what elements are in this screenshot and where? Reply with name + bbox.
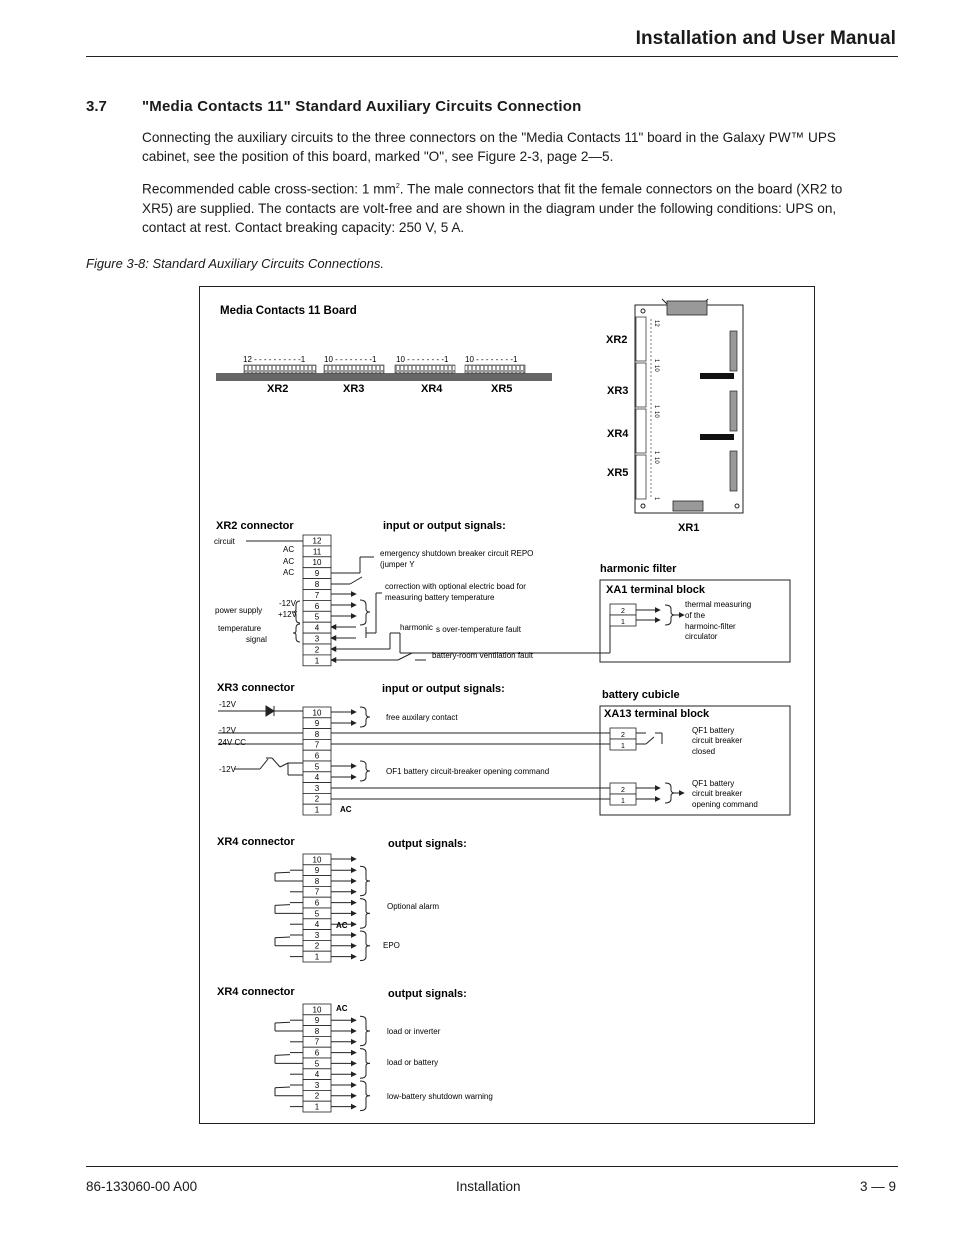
- xr4b-pin-number: 1: [314, 1102, 320, 1112]
- xr2-pin-number: 12: [312, 536, 322, 546]
- xa1-desc-1: thermal measuring: [685, 600, 752, 609]
- xr2-signal-repo2: (jumper Y: [380, 560, 415, 569]
- xr4b-signal-inv: load or inverter: [387, 1027, 441, 1036]
- xr4a-wire: [275, 937, 290, 938]
- xr4b-title: XR4 connector: [217, 986, 295, 998]
- xr4a-pin-number: 6: [314, 898, 320, 908]
- xr3-pin-number: 6: [314, 751, 320, 761]
- xr4b-wire: [275, 1022, 290, 1023]
- xa13-desc2-1: QF1 battery: [692, 779, 735, 788]
- board-range-xr4: 10 - - - - - - - -1: [396, 355, 449, 364]
- xr4b-pin-number: 5: [314, 1059, 320, 1069]
- board-label-xr3: XR3: [343, 383, 365, 395]
- xr3-pin-number: 7: [314, 740, 320, 750]
- intro-paragraph: Connecting the auxiliary circuits to the three connectors on the "Media Contacts 11" board in the Galaxy PW™ UPS cabinet, see the position of this board, marked "O", see Figure 2-3, page 2—5.: [142, 130, 836, 164]
- xa1-desc-4: circulator: [685, 632, 718, 641]
- xr4b-signal-low: low-battery shutdown warning: [387, 1092, 493, 1101]
- xr2-label-circuit: circuit: [214, 537, 235, 546]
- xa1-pin-1: 1: [621, 619, 625, 626]
- xr2-label-power: power supply: [215, 606, 263, 615]
- xr4a-pin-number: 10: [312, 855, 322, 865]
- xr4a-pin-number: 9: [314, 866, 320, 876]
- board-label-xr2: XR2: [267, 383, 289, 395]
- xr4b-pin-number: 2: [314, 1091, 320, 1101]
- xr4b-pin-number: 3: [314, 1080, 320, 1090]
- xr2-signals-title: input or output signals:: [383, 520, 506, 532]
- xr4a-signals-title: output signals:: [388, 838, 467, 850]
- side-pin-xr4-10: 10: [653, 411, 659, 418]
- xr4a-signal-alarm: Optional alarm: [387, 902, 440, 911]
- xr3-label-cc: 24V CC: [218, 738, 247, 747]
- board-strip: [216, 365, 552, 381]
- xr2-signal-corr1: correction with optional electric boad for: [385, 582, 526, 591]
- board-side-view: [635, 299, 743, 513]
- xr4b-pin-number: 10: [312, 1005, 322, 1015]
- xr3-signal-of1: OF1 battery circuit-breaker opening command: [386, 767, 550, 776]
- xr3-pin-number: 9: [314, 719, 320, 729]
- side-label-xr4: XR4: [607, 428, 629, 440]
- xr4b-terminal-block: [303, 1004, 331, 1112]
- xr4a-wire: [275, 905, 290, 906]
- cable-paragraph: Recommended cable cross-section: 1 $mm^2$. The male connectors that fit the female connectors on the board (XR2 to XR5) are supplied. The contacts are volt-free and are shown in the diagram under the following conditions: UPS on, contact at rest. Contact breaking capacity: 250 V, 5 A.: [142, 181, 843, 235]
- xr4a-pin-number: 2: [314, 941, 320, 951]
- xr4a-signal-epo: EPO: [383, 941, 400, 950]
- side-pin-xr4-1: 1: [653, 451, 659, 455]
- xr4a-wire: [360, 931, 370, 961]
- xa13-desc1-3: closed: [692, 747, 716, 756]
- xr4a-pin-number: 8: [314, 876, 320, 886]
- xr2-label-p12: +12V: [278, 610, 297, 619]
- xr2-pin-number: 6: [314, 601, 320, 611]
- xr2-pin-number: 3: [314, 634, 320, 644]
- board-range-xr5: 10 - - - - - - - -1: [465, 355, 518, 364]
- xr4b-signal-bat: load or battery: [387, 1058, 439, 1067]
- xr2-label-ac1: AC: [283, 545, 295, 554]
- xr4a-wire: [360, 899, 370, 929]
- xr2-pin-number: 1: [314, 656, 320, 666]
- footer-doc-number: 86-133060-00 A00: [86, 1179, 198, 1194]
- xr4b-pin-number: 6: [314, 1048, 320, 1058]
- figure-frame: [199, 286, 815, 1124]
- xr4b-wire: [275, 1055, 290, 1056]
- xr4a-wire: [360, 866, 370, 896]
- xr3-title: XR3 connector: [217, 682, 295, 694]
- xr3-pin-number: 3: [314, 783, 320, 793]
- xr4b-ac: AC: [336, 1004, 348, 1013]
- xr2-label-temp1: temperature: [218, 624, 262, 633]
- side-pin-xr2-1: 1: [653, 359, 659, 363]
- xr4a-pin-number: 5: [314, 909, 320, 919]
- board-label-xr5: XR5: [491, 383, 513, 395]
- xr2-signal-harm-a: harmonic: [400, 623, 433, 632]
- xr2-signal-corr2: measuring battery temperature: [385, 593, 495, 602]
- side-pin-xr3-1: 1: [653, 405, 659, 409]
- xr2-pin-number: 10: [312, 558, 322, 568]
- xr2-signal-harm-b: s over-temperature fault: [436, 625, 521, 634]
- side-label-xr5: XR5: [607, 467, 629, 479]
- xr4b-wire: [360, 1081, 370, 1111]
- xr3-label-m12b: -12V: [219, 726, 236, 735]
- xr4b-pin-number: 4: [314, 1070, 320, 1080]
- xr3-signals-title: input or output signals:: [382, 683, 505, 695]
- xr4b-pin-number: 9: [314, 1016, 320, 1026]
- xr4b-wire: [360, 1016, 370, 1046]
- xr2-signal-vent: battery-room ventilation fault: [432, 651, 533, 660]
- xr4b-wire: [275, 1087, 290, 1088]
- xa13-pin-2a: 2: [621, 732, 625, 739]
- xa13-desc1-1: QF1 battery: [692, 726, 735, 735]
- figure-caption: Figure 3-8: Standard Auxiliary Circuits Connections.: [86, 256, 384, 271]
- side-pin-xr5-1: 1: [653, 497, 659, 501]
- xr3-pin-number: 1: [314, 805, 320, 815]
- board-range-xr3: 10 - - - - - - - -1: [324, 355, 377, 364]
- xr3-pin-number: 4: [314, 773, 320, 783]
- side-label-xr1: XR1: [678, 522, 700, 534]
- xr4b-wire: [360, 1049, 370, 1079]
- board-label-xr4: XR4: [421, 383, 443, 395]
- xa13-pin-2b: 2: [621, 787, 625, 794]
- xr2-pin-number: 7: [314, 590, 320, 600]
- xr3-pin-number: 2: [314, 794, 320, 804]
- footer-rule: [86, 1166, 898, 1167]
- xr2-label-temp2: signal: [246, 635, 267, 644]
- xr3-label-m12a: -12V: [219, 700, 236, 709]
- board-range-xr2: 12 - - - - - - - - - -1: [243, 355, 306, 364]
- side-pin-xr2-12: 12: [653, 320, 659, 327]
- side-label-xr3: XR3: [607, 385, 629, 397]
- xr4a-ac: AC: [336, 921, 348, 930]
- xa13-desc2-3: opening command: [692, 800, 758, 809]
- xr4a-terminal-block: [303, 854, 331, 962]
- header-rule: [86, 56, 898, 57]
- xr3-label-m12c: -12V: [219, 765, 236, 774]
- xr3-terminal-block: [303, 707, 331, 815]
- xr2-pin-number: 8: [314, 580, 320, 589]
- xr4a-pin-number: 1: [314, 952, 320, 962]
- xa13-title: XA13 terminal block: [604, 708, 710, 720]
- xr4a-title: XR4 connector: [217, 836, 295, 848]
- xr4a-pin-number: 3: [314, 930, 320, 940]
- xr2-pin-number: 11: [312, 547, 322, 557]
- battery-cubicle-heading: battery cubicle: [602, 689, 680, 701]
- xa13-desc2-2: circuit breaker: [692, 789, 743, 798]
- xr4a-pin-number: 4: [314, 920, 320, 930]
- harmonic-filter-heading: harmonic filter: [600, 563, 677, 575]
- manual-title: Installation and User Manual: [635, 28, 896, 49]
- xr2-terminal-block: [303, 535, 331, 666]
- xa1-desc-2: of the: [685, 611, 706, 620]
- xr4b-signals-title: output signals:: [388, 988, 467, 1000]
- xr4b-pin-number: 8: [314, 1026, 320, 1036]
- xr2-pin-number: 4: [314, 623, 320, 633]
- xr3-pin-number: 10: [312, 708, 322, 718]
- xr2-label-m12: -12V: [279, 599, 296, 608]
- xa13-pin-1a: 1: [621, 743, 625, 750]
- xr2-label-ac2: AC: [283, 557, 295, 566]
- footer-page-number: 3 — 9: [859, 1179, 896, 1194]
- footer-section: Installation: [456, 1179, 521, 1194]
- xr2-pin-number: 2: [314, 645, 320, 655]
- xa1-title: XA1 terminal block: [606, 584, 706, 596]
- xa13-desc1-2: circuit breaker: [692, 736, 743, 745]
- xr3-label-ac: AC: [340, 805, 352, 814]
- xr2-label-ac3: AC: [283, 568, 295, 577]
- xa13-pin-1b: 1: [621, 798, 625, 805]
- section-number: 3.7: [86, 98, 107, 115]
- xr2-pin-number: 5: [314, 612, 320, 622]
- xr2-title: XR2 connector: [216, 520, 294, 532]
- xr2-signal-repo1: emergency shutdown breaker circuit REPO: [380, 549, 534, 558]
- side-pin-xr3-10: 10: [653, 365, 659, 372]
- xr3-pin-number: 5: [314, 762, 320, 772]
- xr4a-wire: [275, 872, 290, 873]
- xr4b-pin-number: 7: [314, 1037, 320, 1047]
- xr4a-pin-number: 7: [314, 887, 320, 897]
- wiring-diagram: [200, 287, 814, 1123]
- section-title: "Media Contacts 11" Standard Auxiliary Circuits Connection: [142, 98, 582, 115]
- board-title: Media Contacts 11 Board: [220, 305, 357, 317]
- xa1-desc-3: harmoinc-filter: [685, 622, 736, 631]
- xr3-pin-number: 8: [314, 729, 320, 739]
- side-label-xr2: XR2: [606, 334, 628, 346]
- xr2-pin-number: 9: [314, 569, 320, 579]
- xa1-pin-2: 2: [621, 608, 625, 615]
- xr3-signal-free: free auxilary contact: [386, 713, 458, 722]
- side-pin-xr5-10: 10: [653, 457, 659, 464]
